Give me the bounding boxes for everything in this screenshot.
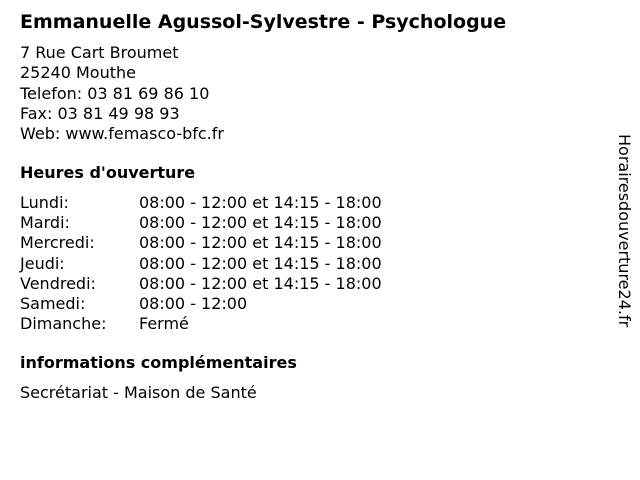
hours-value: Fermé bbox=[139, 314, 189, 334]
day-label: Mercredi: bbox=[20, 233, 95, 253]
city-postal-code: 25240 Mouthe bbox=[20, 63, 136, 83]
day-label: Dimanche: bbox=[20, 314, 107, 334]
hours-value: 08:00 - 12:00 et 14:15 - 18:00 bbox=[139, 273, 382, 293]
day-label: Jeudi: bbox=[20, 253, 65, 273]
hours-value: 08:00 - 12:00 et 14:15 - 18:00 bbox=[139, 193, 382, 212]
business-address-block bbox=[20, 43, 224, 144]
fax-number: Fax: 03 81 49 98 93 bbox=[20, 103, 180, 123]
day-label: Mardi: bbox=[20, 213, 70, 233]
day-label: Vendredi: bbox=[20, 273, 96, 293]
hours-value: 08:00 - 12:00 et 14:15 - 18:00 bbox=[139, 233, 382, 253]
website: Web: www.femasco-bfc.fr bbox=[20, 124, 224, 143]
hours-value: 08:00 - 12:00 et 14:15 - 18:00 bbox=[139, 253, 382, 273]
additional-information-text: Secrétariat - Maison de Santé bbox=[20, 383, 257, 402]
opening-hours-heading: Heures d'ouverture bbox=[20, 163, 196, 182]
phone-number: Telefon: 03 81 69 86 10 bbox=[20, 83, 210, 103]
hours-value: 08:00 - 12:00 bbox=[139, 293, 248, 313]
day-label: Samedi: bbox=[20, 293, 86, 313]
day-label: Lundi: bbox=[20, 193, 69, 212]
additional-information-heading: informations complémentaires bbox=[20, 353, 297, 372]
hours-value: 08:00 - 12:00 et 14:15 - 18:00 bbox=[139, 213, 382, 233]
brand-watermark: Horairesdouverture24.fr bbox=[615, 134, 634, 328]
business-title: Emmanuelle Agussol-Sylvestre - Psychologue bbox=[20, 11, 507, 33]
street-address: 7 Rue Cart Broumet bbox=[20, 43, 179, 62]
